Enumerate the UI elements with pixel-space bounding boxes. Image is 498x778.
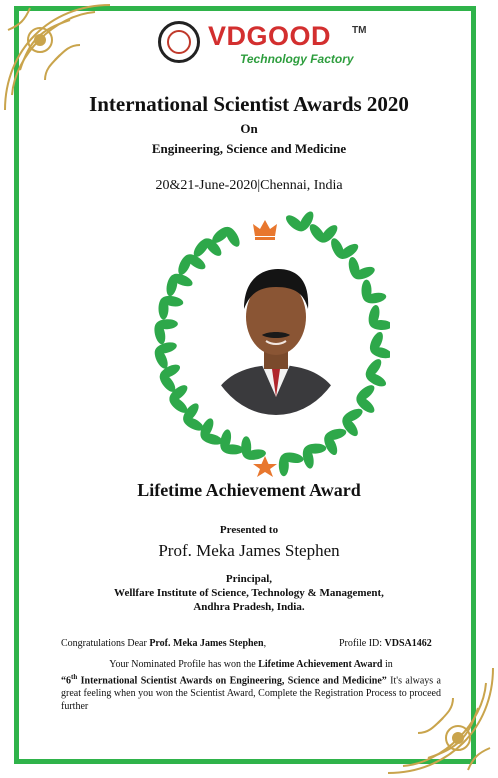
certificate-on: On: [240, 121, 258, 136]
event-dates: 20&21-June-2020: [155, 178, 258, 193]
profile-id-line: [339, 638, 432, 649]
message-part2: in: [382, 659, 393, 670]
logo-brand-name: VDGOOD: [208, 21, 332, 51]
certificate-fields: Engineering, Science and Medicine: [151, 141, 347, 156]
profile-id-label: Profile ID:: [339, 638, 385, 649]
congrats-suffix: ,: [263, 638, 267, 649]
recipient-name: Prof. Meka James Stephen: [158, 541, 340, 560]
congratulations-line: [61, 638, 266, 649]
message-part3: It's always a great feeling when you won the Scientist Award, Complete the Registration Process to proceed further: [61, 675, 441, 713]
dateline-separator: |: [257, 178, 261, 193]
event-location: Chennai, India: [260, 178, 343, 193]
award-name: Lifetime Achievement Award: [137, 480, 361, 500]
logo-trademark: TM: [352, 25, 367, 36]
congrats-name: Prof. Meka James Stephen: [149, 638, 264, 649]
crown-icon: [253, 220, 277, 240]
recipient-photo: [204, 247, 348, 415]
message-quote-open: “6: [61, 675, 71, 687]
award-message: [61, 658, 441, 713]
logo-emblem-icon: [158, 21, 200, 63]
message-event: International Scientist Awards on Engineering, Science and Medicine”: [77, 675, 387, 687]
event-dateline: [0, 178, 498, 194]
vdgood-logo: [158, 21, 368, 71]
message-award: Lifetime Achievement Award: [258, 659, 383, 670]
message-part1: Your Nominated Profile has won the: [109, 659, 259, 670]
recipient-region: Andhra Pradesh, India.: [193, 601, 305, 613]
recipient-affiliation: [0, 572, 498, 614]
recipient-institute: Wellfare Institute of Science, Technology & Management,: [114, 587, 384, 599]
message-sup: th: [71, 673, 78, 681]
congrats-prefix: Congratulations Dear: [61, 638, 150, 649]
logo-tagline: Technology Factory: [240, 52, 354, 66]
presented-to-label: Presented to: [219, 524, 279, 536]
recipient-role: Principal,: [225, 573, 273, 585]
profile-id-value: VDSA1462: [384, 638, 432, 649]
message-first-line: [61, 658, 441, 671]
certificate-title: International Scientist Awards 2020: [89, 92, 409, 116]
